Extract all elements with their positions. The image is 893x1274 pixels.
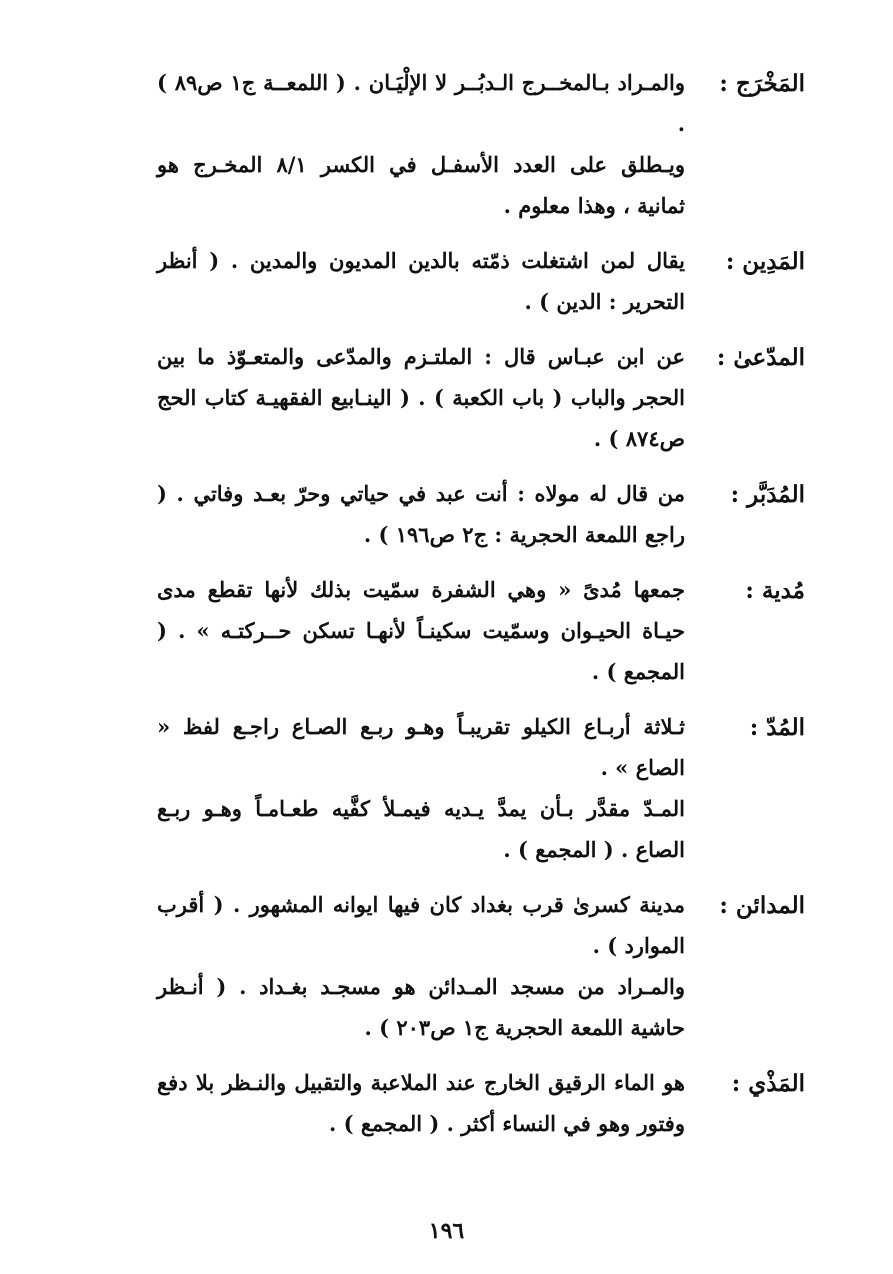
page-number: ١٩٦	[428, 1218, 465, 1244]
entry-mudabbar	[83, 473, 805, 555]
entry-definition	[157, 706, 685, 870]
definition-paragraph: والمـراد من مسجد المـدائن هو مسجـد بغـداد . ( أنـظر حاشية اللمعة الحجرية ج١ ص٢٠٣ ) .	[157, 974, 685, 1040]
entry-list	[83, 62, 805, 1158]
entry-definition	[157, 240, 685, 322]
entry-term: المَدِين :	[725, 248, 805, 275]
entry-definition	[157, 1062, 685, 1144]
entry-term: مُدية :	[745, 577, 805, 604]
entry-term: المُدّ :	[749, 714, 805, 741]
definition-paragraph: مدينة كسرىٰ قرب بغداد كان فيها ايوانه المشهور . ( أقرب الموارد ) .	[157, 892, 685, 958]
definition-paragraph: من قال له مولاه : أنت عبد في حياتي وحرّ بعـد وفاتي . ( راجع اللمعة الحجرية : ج٢ ص١٩٦ ) .	[157, 481, 685, 547]
definition-paragraph: يقال لمن اشتغلت ذمّته بالدين المديون والمدين . ( أنظر التحرير : الدين ) .	[157, 248, 685, 314]
definition-paragraph: ويـطلق على العدد الأسفـل في الكسر ٨/١ المخـرج هو ثمانية ، وهذا معلوم .	[157, 152, 685, 218]
entry-term: المُدَبَّر :	[730, 481, 805, 508]
entry-madhy	[83, 1062, 805, 1144]
entry-definition	[157, 62, 685, 226]
entry-makhraj	[83, 62, 805, 226]
entry-definition	[157, 336, 685, 459]
definition-paragraph: عن ابن عبـاس قال : الملتـزم والمدّعى والمتعـوّذ ما بين الحجر والباب ( باب الكعبة ) . ( الينـابيع الفقهيـة كتاب الحج ص٨٧٤ ) .	[157, 344, 685, 451]
entry-definition	[157, 473, 685, 555]
entry-term: المَخْرَج :	[719, 70, 805, 97]
definition-paragraph: والمـراد بـالمخــرج الـدبُــر لا الإلْيَـان . ( اللمعــة ج١ ص٨٩ ) .	[157, 70, 685, 136]
definition-paragraph: جمعها مُدىً « وهي الشفرة سمّيت بذلك لأنها تقطع مدى حيـاة الحيـوان وسمّيت سكينـاً لأنهـا تسكن حــركتـه » . ( المجمع ) .	[157, 577, 685, 684]
entry-term: المَذْي :	[731, 1070, 805, 1097]
definition-paragraph: هو الماء الرقيق الخارج عند الملاعبة والتقبيل والنـظر بلا دفع وفتور وهو في النساء أكثر . ( المجمع ) .	[157, 1070, 685, 1136]
entry-mudd	[83, 706, 805, 870]
definition-paragraph: ثـلاثة أربـاع الكيلو تقريبـاً وهـو ربـع الصـاع راجـع لفظ « الصاع » .	[157, 714, 685, 780]
entry-mudya	[83, 569, 805, 692]
entry-definition	[157, 569, 685, 692]
entry-definition	[157, 884, 685, 1048]
entry-term: المدائن :	[719, 892, 805, 919]
entry-madin	[83, 240, 805, 322]
entry-term: المدّعىٰ :	[716, 344, 805, 371]
definition-paragraph: المـدّ مقدَّر بـأن يمدَّ يـديه فيمـلأ كفَّيه طعـامـاً وهـو ربـع الصاع . ( المجمع ) .	[157, 796, 685, 862]
entry-madain	[83, 884, 805, 1048]
entry-muddaa	[83, 336, 805, 459]
